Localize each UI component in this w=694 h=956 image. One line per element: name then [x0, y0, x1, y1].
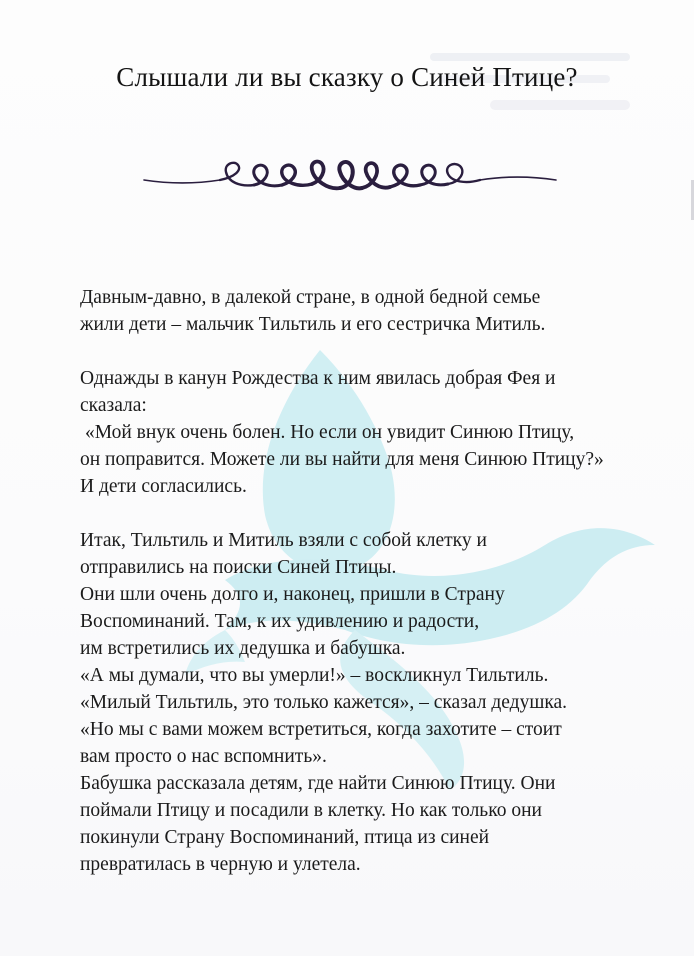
text-line: жили дети – мальчик Тильтиль и его сестричка Митиль. [80, 314, 546, 335]
text-line: отправились на поиски Синей Птицы. [80, 557, 397, 578]
paragraph-1 [80, 284, 670, 338]
page-title: Слышали ли вы сказку о Синей Птице? [116, 62, 578, 92]
text-line: поймали Птицу и посадили в клетку. Но как только они [80, 800, 542, 821]
text-line: Воспоминаний. Там, к их удивлению и радости, [80, 611, 480, 632]
text-line: «Мой внук очень болен. Но если он увидит Синюю Птицу, [85, 422, 575, 443]
text-line: Давным-давно, в далекой стране, в одной бедной семье [80, 287, 541, 308]
text-line: вам просто о нас вспомнить». [80, 746, 327, 767]
text-line: превратилась в черную и улетела. [80, 854, 361, 875]
text-line: покинули Страну Воспоминаний, птица из синей [80, 827, 490, 848]
decorative-flourish-icon [140, 150, 560, 206]
text-line: «Но мы с вами можем встретиться, когда захотите – стоит [80, 719, 562, 740]
text-line: Они шли очень долго и, наконец, пришли в Страну [80, 584, 505, 605]
text-line: Однажды в канун Рождества к ним явилась добрая Фея и [80, 368, 556, 389]
text-line: «А мы думали, что вы умерли!» – воскликнул Тильтиль. [80, 665, 549, 686]
text-line: сказала: [80, 395, 147, 416]
paragraph-2 [80, 365, 670, 500]
text-line: Итак, Тильтиль и Митиль взяли с собой клетку и [80, 530, 487, 551]
text-line: «Милый Тильтиль, это только кажется», – сказал дедушка. [80, 692, 568, 713]
text-line: им встретились их дедушка и бабушка. [80, 638, 406, 659]
story-text [80, 284, 670, 905]
text-line: он поправится. Можете ли вы найти для меня Синюю Птицу?» [80, 449, 604, 470]
text-line: Бабушка рассказала детям, где найти Синюю Птицу. Они [80, 773, 556, 794]
text-line: И дети согласились. [80, 476, 247, 497]
paragraph-3 [80, 527, 670, 878]
